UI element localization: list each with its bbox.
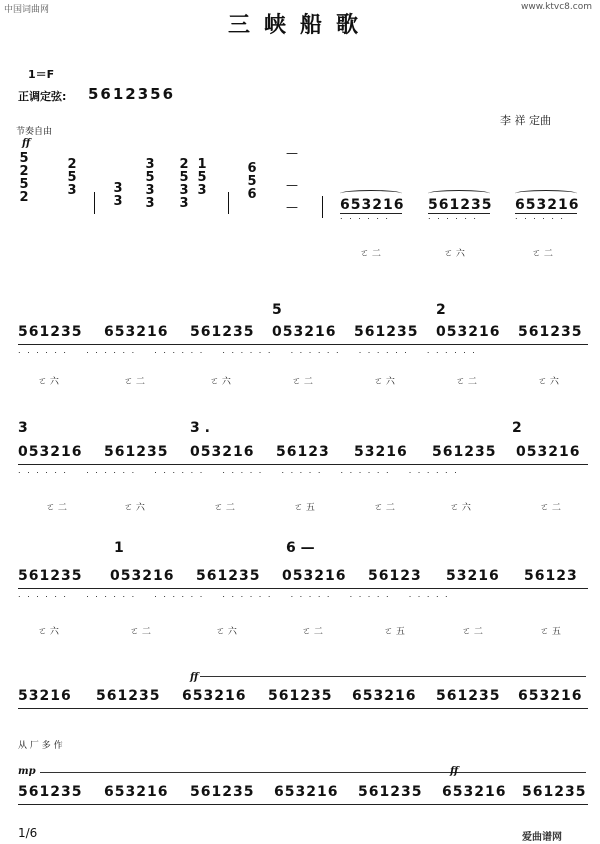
barline [94, 192, 95, 214]
tab-mark: ㄛ 六 [450, 503, 471, 513]
tab-mark: ㄛ 二 [374, 503, 395, 513]
note-group: 653216 [104, 784, 169, 800]
tab-mark: ㄛ 五 [540, 627, 561, 637]
tab-mark: ㄛ 六 [374, 377, 395, 387]
chord-1: 5 2 5 2 [19, 151, 29, 205]
note-group: 053216 [272, 324, 337, 340]
note-group: 53216 [18, 688, 72, 704]
note-group: 653216 [352, 688, 417, 704]
chord-2: 2 5 3 [67, 157, 77, 198]
dynamic-ff: ff [450, 766, 459, 777]
tuning-label: 正调定弦: [18, 90, 67, 103]
measure-row-2: 561235 653216 561235 053216 561235 053216 561235 . . . . . . . . . . . . . . . . . . . . . . . . . . . . . . . . . . . . . . . . . . ㄛ 六 ㄛ 二 ㄛ 六 ㄛ 二 ㄛ 六 ㄛ 二 ㄛ 六 [18, 318, 588, 382]
barline [322, 196, 323, 218]
accent-note: 3 . [190, 420, 210, 436]
note-group: 561235 [18, 324, 83, 340]
tab-mark: ㄛ 六 [38, 627, 59, 637]
note-group: 653216 [442, 784, 507, 800]
note-group: 561235 [268, 688, 333, 704]
note-group: 561235 [436, 688, 501, 704]
dynamic-ff: ff [190, 672, 199, 683]
note-group: 561235 [358, 784, 423, 800]
tab-mark: ㄛ 六 [210, 377, 231, 387]
note-group: 653216 [274, 784, 339, 800]
measure: 653216 . . . . . . [340, 190, 404, 220]
hold-dash: — [286, 146, 298, 160]
note-group: 053216 [436, 324, 501, 340]
note-group: 561235 [18, 568, 83, 584]
note-group: 561235 [190, 784, 255, 800]
note-group: 653216 [518, 688, 583, 704]
hold-dash: — [286, 178, 298, 192]
tab-mark: ㄛ 六 [538, 377, 559, 387]
tab-mark: ㄛ 五 [384, 627, 405, 637]
measure: 653216 . . . . . . [515, 190, 579, 220]
note-group: 56123 [524, 568, 578, 584]
barline [228, 192, 229, 214]
dynamic-mp: mp [18, 766, 36, 777]
note-group: 561235 [522, 784, 587, 800]
chord-4: 3 5 3 3 [145, 157, 155, 211]
site-logo: 爱曲谱网 [522, 832, 562, 843]
footnote: 从 厂 多 作 [18, 741, 63, 751]
page-title: 三峡船歌 [227, 12, 372, 38]
note-group: 561235 [432, 444, 497, 460]
note-group: 561235 [190, 324, 255, 340]
note-group: 653216 [515, 197, 580, 213]
tab-mark: ㄛ 二 [124, 377, 145, 387]
accent-note: 3 [18, 420, 28, 436]
note-group: 653216 [340, 197, 405, 213]
accent-note: 6 — [286, 540, 315, 556]
tab-mark: ㄛ 二 [540, 503, 561, 513]
measure-row-6 [18, 780, 588, 820]
tab-mark: ㄛ 二 [532, 249, 553, 259]
note-group: 53216 [354, 444, 408, 460]
composer: 李 祥 定曲 [500, 114, 551, 127]
note-group: 653216 [182, 688, 247, 704]
accent-note: 1 [114, 540, 124, 556]
note-group: 053216 [516, 444, 581, 460]
accent-note: 2 [512, 420, 522, 436]
note-group: 561235 [518, 324, 583, 340]
tab-mark: ㄛ 二 [130, 627, 151, 637]
note-group: 053216 [282, 568, 347, 584]
measure-row-3: 053216 561235 053216 56123 53216 561235 053216 . . . . . . . . . . . . . . . . . . . . . . . . . . . . . . . . . . . . . . . . ㄛ 二 ㄛ 六 ㄛ 二 ㄛ 五 ㄛ 二 ㄛ 六 ㄛ 二 [18, 440, 588, 520]
measure: 561235 . . . . . . [428, 190, 492, 220]
accent-note: 2 [436, 302, 446, 318]
chord-3: 3 3 [113, 181, 123, 209]
note-group: 561235 [196, 568, 261, 584]
tab-mark: ㄛ 六 [216, 627, 237, 637]
tab-mark: ㄛ 二 [46, 503, 67, 513]
dynamic-ff: ff [22, 138, 31, 149]
chord-6: 1 5 3 [197, 157, 207, 198]
tuning-notes: 5612356 [88, 85, 176, 103]
note-group: 561235 [354, 324, 419, 340]
note-group: 053216 [110, 568, 175, 584]
tab-mark: ㄛ 六 [38, 377, 59, 387]
site-url: www.ktvc8.com [521, 2, 592, 12]
key-signature: 1＝F [28, 68, 55, 81]
note-group: 56123 [276, 444, 330, 460]
tab-mark: ㄛ 六 [124, 503, 145, 513]
tempo-marking: 节奏自由 [16, 127, 53, 137]
site-name: 中国词曲网 [4, 5, 50, 15]
accent-note: 5 [272, 302, 282, 318]
intro-section [16, 146, 316, 272]
tab-mark: ㄛ 六 [444, 249, 465, 259]
tab-mark: ㄛ 二 [214, 503, 235, 513]
note-group: 53216 [446, 568, 500, 584]
hold-dash: — [286, 200, 298, 214]
tab-mark: ㄛ 二 [302, 627, 323, 637]
tab-mark: ㄛ 二 [456, 377, 477, 387]
tab-mark: ㄛ 二 [462, 627, 483, 637]
crescendo-line [40, 772, 586, 773]
note-group: 561235 [18, 784, 83, 800]
note-group: 053216 [190, 444, 255, 460]
tab-mark: ㄛ 五 [294, 503, 315, 513]
note-group: 561235 [428, 197, 493, 213]
crescendo-line [200, 676, 586, 677]
note-group: 653216 [104, 324, 169, 340]
measure-row-5 [18, 684, 588, 724]
page-number: 1/6 [18, 826, 38, 840]
chord-7: 6 5 6 [247, 161, 257, 202]
note-group: 56123 [368, 568, 422, 584]
measure-row-4: 561235 053216 561235 053216 56123 53216 56123 . . . . . . . . . . . . . . . . . . . . . . . . . . . . . . . . . . . . . . . ㄛ 六 ㄛ 二 ㄛ 六 ㄛ 二 ㄛ 五 ㄛ 二 ㄛ 五 [18, 564, 588, 644]
tab-mark: ㄛ 二 [292, 377, 313, 387]
chord-5: 2 5 3 3 [179, 157, 189, 211]
note-group: 561235 [96, 688, 161, 704]
tab-mark: ㄛ 二 [360, 249, 381, 259]
note-group: 561235 [104, 444, 169, 460]
note-group: 053216 [18, 444, 83, 460]
